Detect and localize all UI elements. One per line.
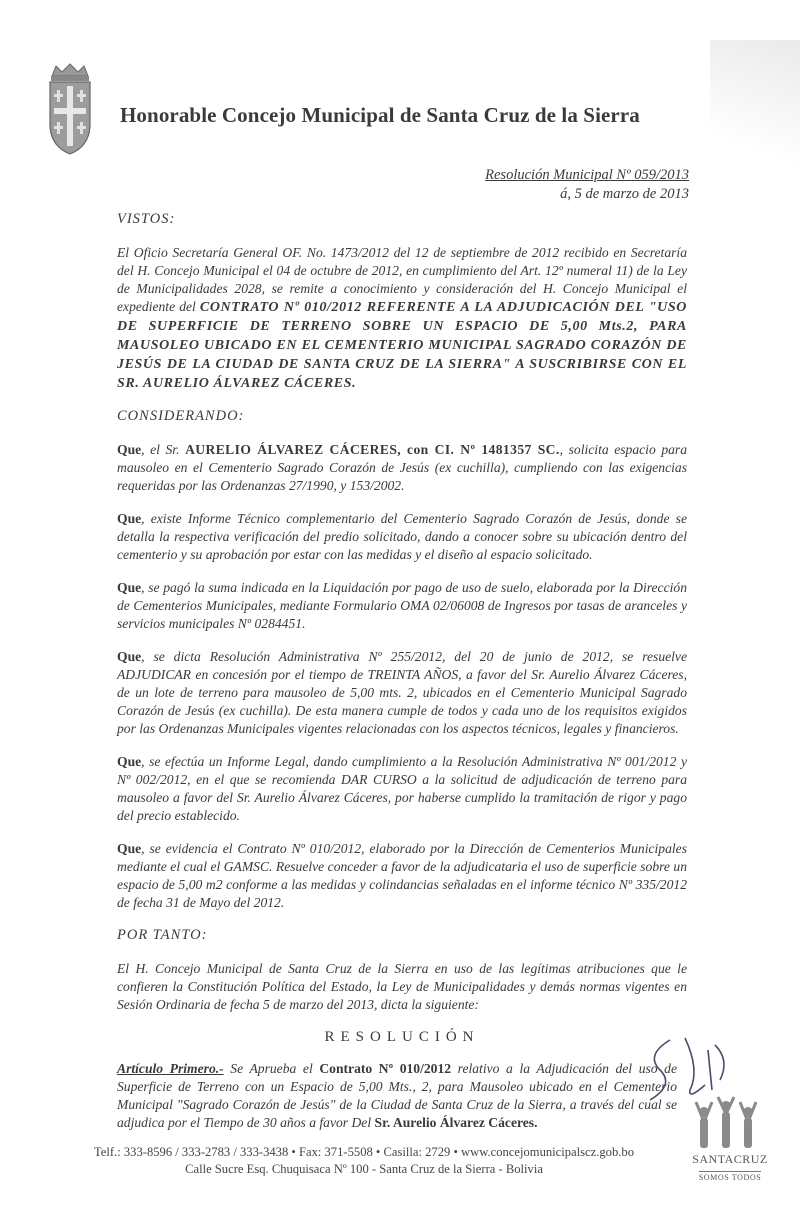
- document-body: [117, 210, 687, 1132]
- articulo-primero-paragraph: [117, 1060, 677, 1132]
- art-text-b: relativo a la Adjudicación del uso de Superficie de Terreno con un Espacio de 5,00 Mts., 2, para Mausoleo ubicado en el Cementerio Municipal "Sagrado Corazón de Jesús" de la Ciudad de Santa Cruz de la Sierra, a través del cual se adjudica por el Tiempo de 30 años a favor Del: [117, 1061, 678, 1130]
- considerando-paragraph-4: [117, 648, 687, 738]
- que-label: Que: [117, 754, 142, 769]
- que-label: Que: [117, 649, 142, 664]
- que-label: Que: [117, 580, 142, 595]
- footer-address-line: Calle Sucre Esq. Chuquisaca Nº 100 - Santa Cruz de la Sierra - Bolivia: [185, 1162, 543, 1176]
- p6-text: , se evidencia el Contrato Nº 010/2012, elaborado por la Dirección de Cementerios Municipales mediante el cual el GAMSC. Resuelve conceder a favor de la adjudicataria el uso de superficie sobre un espacio de 5,00 m2 conforme a las medidas y colindancias señaladas en el informe técnico Nº 335/2012 de fecha 31 de Mayo del 2012.: [117, 841, 687, 910]
- logo-name: SANTACRUZ: [692, 1152, 768, 1166]
- resolution-date: á, 5 de marzo de 2013: [560, 186, 689, 202]
- institution-title: Honorable Concejo Municipal de Santa Cruz de la Sierra: [120, 103, 640, 127]
- p1-text-a: , el Sr.: [141, 442, 186, 457]
- footer: [44, 1144, 684, 1178]
- logo-wordmark: [690, 1152, 770, 1185]
- resolution-number: Resolución Municipal Nº 059/2013: [485, 167, 689, 183]
- considerando-heading: CONSIDERANDO:: [117, 408, 245, 424]
- considerando-paragraph-6: [117, 840, 687, 912]
- p4-text: , se dicta Resolución Administrativa Nº 255/2012, del 20 de junio de 2012, se resuelve ADJUDICAR en concesión por el tiempo de TREINTA AÑOS, a favor del Sr. Aurelio Álvarez Cáceres, de un lote de terreno para mausoleo de 5,00 mts. 2, ubicados en el Cementerio Municipal Sagrado Corazón de Jesús (ex cuchilla). De esta manera cumple de todos y cada uno de los requisitos exigidos por las Ordenanzas Municipales vigentes relacionadas con los aspectos técnicos, legales y financieros.: [117, 649, 687, 736]
- p1-text-b: , solicita espacio para mausoleo en el Cementerio Sagrado Corazón de Jesús (ex cuchilla), cumpliendo con las exigencias requeridas por las Ordenanzas 27/1990, y 153/2002.: [117, 442, 688, 493]
- applicant-name: AURELIO ÁLVAREZ CÁCERES: [185, 442, 398, 457]
- por-tanto-heading: POR TANTO:: [117, 927, 208, 943]
- que-label: Que: [117, 442, 142, 457]
- contract-number: Contrato Nº 010/2012: [319, 1061, 452, 1076]
- p5-text: , se efectúa un Informe Legal, dando cumplimiento a la Resolución Administrativa Nº 001/2012 y Nº 002/2012, en el que se recomienda DAR CURSO a la solicitud de adjudicación de terreno para mausoleo a favor del Sr. Aurelio Álvarez Cáceres, por haberse cumplido la tramitación de rigor y pago del precio establecido.: [117, 754, 687, 823]
- scan-shadow: [710, 40, 800, 190]
- coat-of-arms-icon: [46, 62, 94, 156]
- considerando-paragraph-5: [117, 753, 687, 825]
- applicant-ci: , con CI. Nº 1481357 SC.: [397, 442, 560, 457]
- beneficiary-name: Sr. Aurelio Álvarez Cáceres.: [374, 1115, 538, 1130]
- resolution-reference: [460, 167, 689, 203]
- p2-text: , existe Informe Técnico complementario del Cementerio Sagrado Corazón de Jesús, donde se detalla la respectiva verificación del predio solicitado, dando a conocer sobre su ubicación dentro del cementerio y su aprobación por estar con las medidas y el diseño al espacio solicitado.: [117, 511, 687, 562]
- p3-text: , se pagó la suma indicada en la Liquidación por pago de uso de suelo, elaborada por la Dirección de Cementerios Municipales, mediante Formulario OMA 02/06008 de Ingresos por tasas de aranceles y servicios municipales Nº 0284451.: [117, 580, 687, 631]
- vistos-paragraph: [117, 244, 687, 393]
- considerando-paragraph-3: [117, 579, 687, 633]
- vistos-heading: VISTOS:: [117, 211, 176, 227]
- que-label: Que: [117, 511, 142, 526]
- considerando-paragraph-2: [117, 510, 687, 564]
- articulo-primero-label: Artículo Primero.-: [117, 1061, 224, 1076]
- considerando-paragraph-1: [117, 441, 687, 495]
- que-label: Que: [117, 841, 142, 856]
- resolucion-heading: RESOLUCIÓN: [324, 1029, 480, 1045]
- logo-tagline: SOMOS TODOS: [698, 1173, 762, 1182]
- por-tanto-paragraph: El H. Concejo Municipal de Santa Cruz de la Sierra en uso de las legítimas atribuciones que le confieren la Constitución Política del Estado, la Ley de Municipalidades y demás normas vigentes en Sesión Ordinaria de fecha 5 de marzo del 2013, dicta la siguiente:: [117, 961, 687, 1012]
- footer-contact-line: Telf.: 333-8596 / 333-2783 / 333-3438 • Fax: 371-5508 • Casilla: 2729 • www.concejomunicipalscz.gob.bo: [93, 1145, 635, 1159]
- art-text-a: Se Aprueba el: [223, 1061, 320, 1076]
- vistos-text: El Oficio Secretaría General OF. No. 1473/2012 del 12 de septiembre de 2012 recibido en Secretaría del H. Concejo Municipal el 04 de octubre de 2012, en cumplimiento del Art. 12º numeral 11) de la Ley de Municipalidades 2028, se remite a conocimiento y consideración del H. Concejo Municipal el expediente del: [117, 245, 687, 314]
- vistos-contract-reference: CONTRATO Nº 010/2012 REFERENTE A LA ADJUDICACIÓN DEL "USO DE SUPERFICIE DE TERRENO SOBRE UN ESPACIO DE 5,00 Mts.2, PARA MAUSOLEO UBICADO EN EL CEMENTERIO MUNICIPAL SAGRADO CORAZÓN DE JESÚS DE LA CIUDAD DE SANTA CRUZ DE LA SIERRA" A SUSCRIBIRSE CON EL SR. AURELIO ÁLVAREZ CÁCERES.: [117, 300, 687, 391]
